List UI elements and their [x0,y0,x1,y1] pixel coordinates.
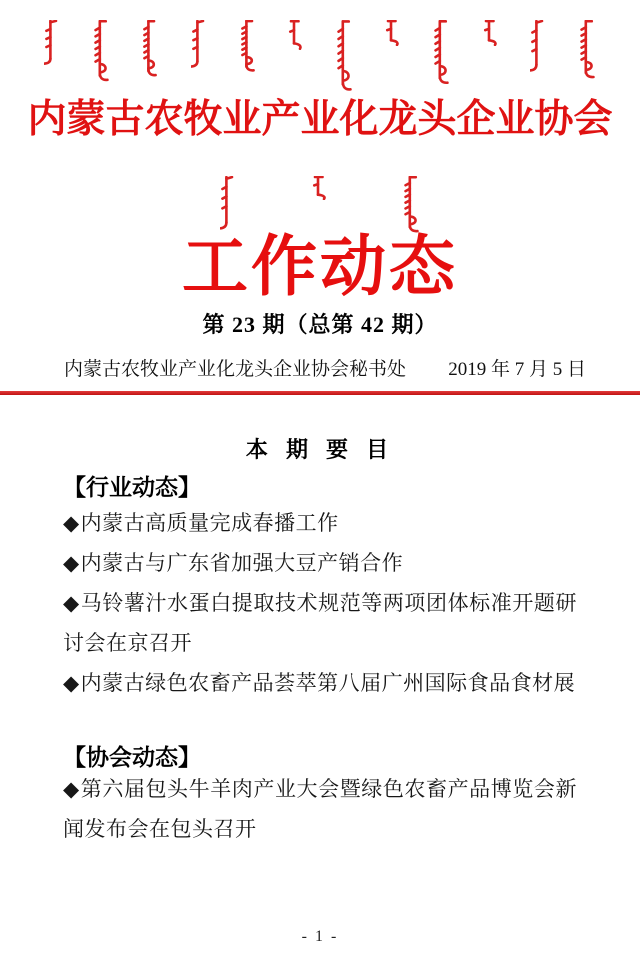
mongolian-word-icon [336,20,353,93]
section-title-industry-news: 【行业动态】 [63,474,201,500]
toc-item [63,543,577,583]
toc-item [63,583,577,663]
mongolian-word-icon [385,20,400,46]
contents-heading: 本 期 要 目 [245,437,395,462]
page-number: - 1 - [301,928,339,945]
mongolian-word-icon [312,176,327,200]
toc-item-text: 马铃薯汁水蛋白提取技术规范等两项团体标准开题研讨会在京召开 [63,591,577,655]
toc-item-text: 内蒙古与广东省加强大豆产销合作 [80,551,404,575]
issue-number-line: 第 23 期（总第 42 期） [202,312,438,337]
mongolian-word-icon [240,20,256,73]
diamond-bullet-icon: ◆ [63,777,80,801]
section-items-industry-news [63,503,577,703]
masthead-divider-rule [0,391,640,395]
toc-item-text: 内蒙古绿色农畜产品荟萃第八届广州国际食品食材展 [80,671,576,695]
toc-item [63,663,577,703]
diamond-bullet-icon: ◆ [63,511,80,535]
mongolian-word-icon [191,20,207,68]
toc-item [63,769,577,849]
section-items-association-news [63,769,577,849]
diamond-bullet-icon: ◆ [63,591,80,615]
association-name: 内蒙古农牧业产业化龙头企业协会 [27,98,613,141]
mongolian-word-icon [288,20,303,50]
mongolian-word-icon [579,20,596,80]
publisher-name: 内蒙古农牧业产业化龙头企业协会秘书处 [64,359,407,380]
toc-item [63,503,577,543]
bulletin-title: 工作动态 [182,231,458,304]
section-title-association-news: 【协会动态】 [63,744,201,770]
diamond-bullet-icon: ◆ [63,551,80,575]
diamond-bullet-icon: ◆ [63,671,80,695]
mongolian-word-icon [483,20,498,46]
mongolian-word-icon [44,20,60,65]
mongolian-script-row-top [44,20,596,93]
mongolian-word-icon [142,20,158,78]
mongolian-word-icon [93,20,110,83]
mongolian-word-icon [433,20,450,86]
mongolian-word-icon [530,20,546,72]
issue-date: 2019 年 7 月 5 日 [448,359,586,380]
toc-item-text: 内蒙古高质量完成春播工作 [80,511,339,535]
toc-item-text: 第六届包头牛羊肉产业大会暨绿色农畜产品博览会新闻发布会在包头召开 [63,777,577,841]
publisher-date-row [64,354,586,381]
